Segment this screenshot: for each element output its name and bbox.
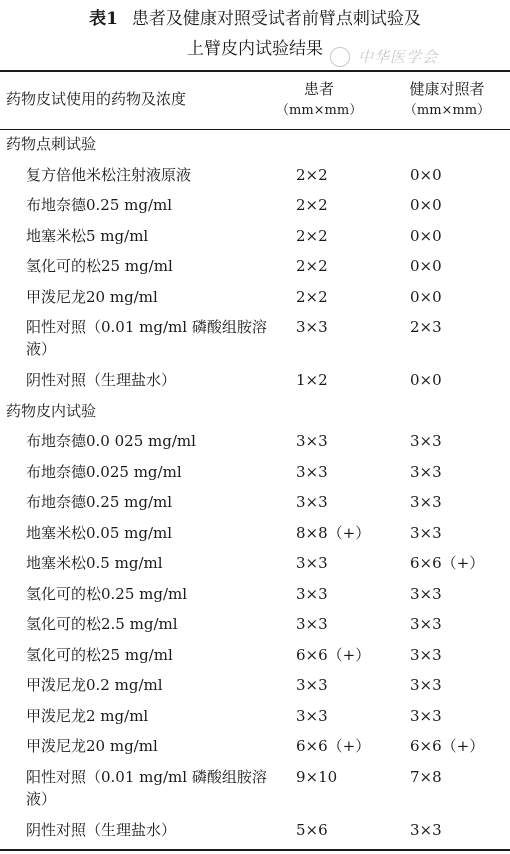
header-patient [276, 78, 362, 122]
drug-name: 甲泼尼龙0.2 mg/ml [26, 676, 163, 694]
patient-value: 6×6（+） [296, 737, 371, 755]
header-rule [0, 129, 510, 130]
control-value: 3×3 [410, 584, 442, 603]
control-value: 2×3 [410, 318, 442, 336]
header-control-unit: （mm×mm） [403, 103, 491, 118]
drug-name: 氢化可的松25 mg/ml [26, 257, 173, 275]
section-title: 药物皮内试验 [6, 401, 97, 420]
control-value: 3×3 [410, 523, 442, 542]
control-value: 3×3 [410, 432, 442, 450]
patient-value: 3×3 [296, 676, 328, 694]
header-patient-unit: （mm×mm） [276, 103, 363, 118]
patient-value: 2×2 [296, 257, 328, 275]
header-item: 药物皮试使用的药物及浓度 [6, 90, 187, 108]
table-title-line2: 上臂皮内试验结果 [187, 39, 323, 59]
header-control [390, 78, 504, 122]
patient-value: 3×3 [296, 462, 328, 481]
drug-name: 地塞米松0.05 mg/ml [26, 523, 173, 542]
patient-value: 3×3 [296, 706, 328, 725]
patient-value: 1×2 [296, 371, 328, 389]
patient-value: 3×3 [296, 432, 328, 450]
patient-value: 9×10 [296, 767, 338, 786]
control-value: 0×0 [410, 226, 442, 245]
patient-value: 3×3 [296, 554, 328, 572]
control-value: 3×3 [410, 676, 442, 694]
top-rule [0, 70, 510, 72]
drug-name: 布地奈德0.025 mg/ml [26, 462, 182, 481]
patient-value: 3×3 [296, 318, 328, 336]
patient-value: 2×2 [296, 226, 328, 245]
drug-name: 地塞米松0.5 mg/ml [26, 554, 163, 572]
patient-value: 3×3 [296, 615, 328, 633]
patient-value: 2×2 [296, 196, 328, 214]
control-value: 7×8 [410, 767, 442, 786]
control-value: 3×3 [410, 645, 442, 664]
drug-name: 甲泼尼龙20 mg/ml [26, 737, 158, 755]
table-number: 表1 [89, 9, 118, 29]
drug-name: 布地奈德0.25 mg/ml [26, 196, 173, 214]
table-title-line1: 表1 患者及健康对照受试者前臂点刺试验及 [89, 9, 421, 29]
patient-value: 6×6（+） [296, 645, 371, 664]
bottom-rule [0, 849, 510, 851]
drug-name: 复方倍他米松注射液原液 [26, 165, 192, 184]
drug-name: 阳性对照（0.01 mg/ml 磷酸组胺溶液） [26, 767, 267, 808]
drug-name: 布地奈德0.25 mg/ml [26, 493, 173, 511]
watermark [330, 46, 438, 67]
control-value: 0×0 [410, 287, 442, 306]
control-value: 0×0 [410, 165, 442, 184]
drug-name: 阴性对照（生理盐水） [26, 820, 177, 839]
drug-name: 甲泼尼龙2 mg/ml [26, 706, 149, 725]
control-value: 3×3 [410, 706, 442, 725]
control-value: 0×0 [410, 257, 442, 275]
patient-value: 3×3 [296, 493, 328, 511]
drug-name: 地塞米松5 mg/ml [26, 226, 149, 245]
header-patient-label: 患者 [303, 80, 334, 98]
control-value: 0×0 [410, 371, 442, 389]
patient-value: 3×3 [296, 584, 328, 603]
control-value: 6×6（+） [410, 554, 485, 572]
header-control-label: 健康对照者 [409, 80, 485, 98]
control-value: 3×3 [410, 462, 442, 481]
control-value: 0×0 [410, 196, 442, 214]
control-value: 3×3 [410, 615, 442, 633]
patient-value: 2×2 [296, 165, 328, 184]
seal-icon [330, 47, 350, 67]
drug-name: 阴性对照（生理盐水） [26, 371, 177, 389]
control-value: 3×3 [410, 820, 442, 839]
drug-name: 氢化可的松2.5 mg/ml [26, 615, 178, 633]
control-value: 6×6（+） [410, 737, 485, 755]
section-title: 药物点刺试验 [6, 135, 97, 153]
drug-name: 氢化可的松0.25 mg/ml [26, 584, 188, 603]
drug-name: 甲泼尼龙20 mg/ml [26, 287, 158, 306]
drug-name: 布地奈德0.0 025 mg/ml [26, 432, 196, 450]
patient-value: 2×2 [296, 287, 328, 306]
patient-value: 5×6 [296, 820, 328, 839]
control-value: 3×3 [410, 493, 442, 511]
watermark-text: 中华医学会 [358, 48, 439, 66]
drug-name: 阳性对照（0.01 mg/ml 磷酸组胺溶液） [26, 318, 267, 358]
patient-value: 8×8（+） [296, 523, 371, 542]
drug-name: 氢化可的松25 mg/ml [26, 645, 173, 664]
